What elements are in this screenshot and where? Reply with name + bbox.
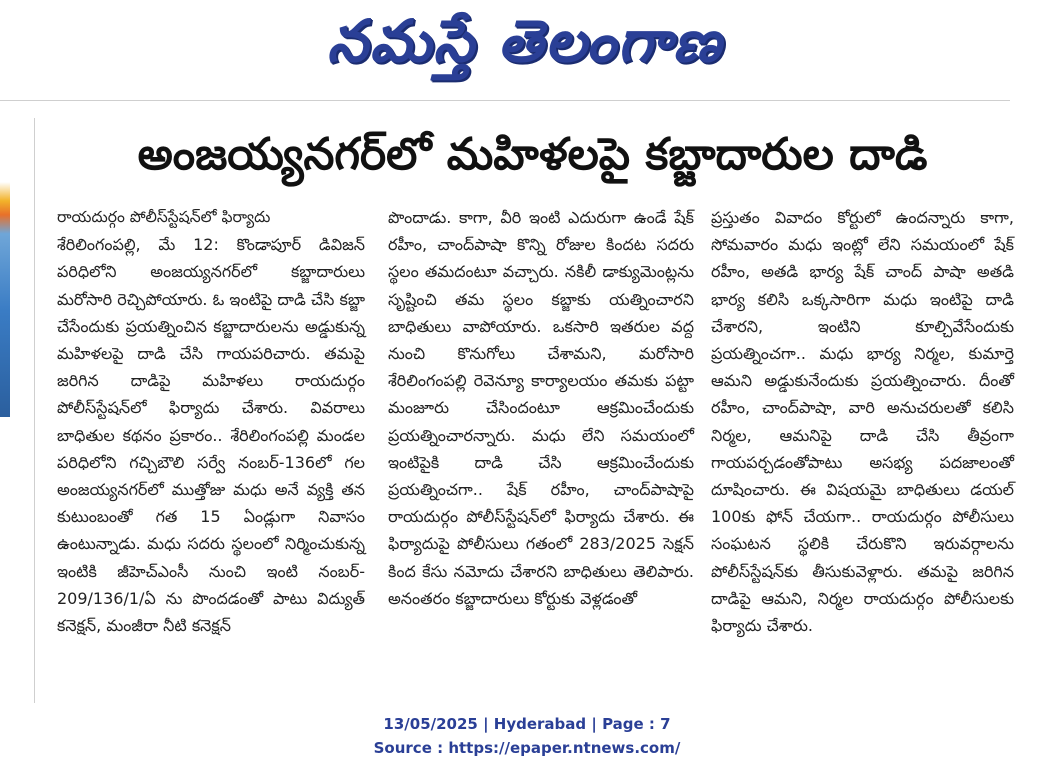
article-column-2-text: పొందాడు. కాగా, వీరి ఇంటి ఎదురుగా ఉండే షేక్ రహీం, చాంద్‌పాషా కొన్ని రోజుల కిందట సదరు స్థలం తమదంటూ వచ్చారు. నకిలీ డాక్యుమెంట్లను సృష్టించి తమ స్థలం కబ్జాకు యత్నించారని బాధితులు వాపోయారు. ఒకసారి ఇతరుల వద్ద నుంచి కొనుగోలు చేశామని, మరోసారి శేరిలింగంపల్లి రెవెన్యూ కార్యాలయం తమకు పట్టా మంజూరు చేసిందంటూ ఆక్రమించేందుకు ప్రయత్నించారన్నారు. మధు లేని సమయంలో ఇంటిపైకి దాడి చేసి ఆక్రమించేందుకు ప్రయత్నించగా.. షేక్ రహీం, చాంద్‌పాషాపై రాయదుర్గం పోలీస్‌స్టేషన్‌లో ఫిర్యాదు చేశారు. ఈ ఫిర్యాదుపై పోలీసులు గతంలో 283/2025 సెక్షన్ కింద కేసు నమోదు చేశారని బాధితులు తెలిపారు. అనంతరం కబ్జాదారులు కోర్టుకు వెళ్లడంతో bbox=[388, 208, 694, 608]
article-subhead: రాయదుర్గం పోలీస్‌స్టేషన్‌లో ఫిర్యాదు bbox=[57, 208, 271, 226]
article-column-1 bbox=[57, 204, 365, 639]
newspaper-logo: నమస్తే తెలంగాణ bbox=[327, 7, 723, 75]
page-footer bbox=[0, 712, 1054, 760]
adjacent-photo-fragment bbox=[0, 182, 10, 417]
edition-info: 13/05/2025 | Hyderabad | Page : 7 bbox=[383, 715, 671, 733]
article-column-3 bbox=[711, 204, 1014, 639]
adjacent-article-edge bbox=[0, 102, 10, 702]
article-headline: అంజయ్యనగర్‌లో మహిళలపై కబ్జాదారుల దాడి bbox=[137, 129, 928, 180]
article-column-1-text: శేరిలింగంపల్లి, మే 12: కొండాపూర్ డివిజన్ పరిధిలోని అంజయ్యనగర్‌లో కబ్జాదారులు మరోసారి రెచ్చిపోయారు. ఓ ఇంటిపై దాడి చేసి కబ్జా చేసేందుకు ప్రయత్నించిన కబ్జాదారులను అడ్డుకున్న మహిళలపై దాడి చేసి గాయపరిచారు. తమపై జరిగిన దాడిపై మహిళలు రాయదుర్గం పోలీస్‌స్టేషన్‌లో ఫిర్యాదు చేశారు. వివరాలు బాధితుల కథనం ప్రకారం.. శేరిలింగంపల్లి మండల పరిధిలోని గచ్చిబౌలి సర్వే నంబర్-136లో గల అంజయ్యనగర్‌లో ముత్తోజు మధు అనే వ్యక్తి తన కుటుంబంతో గత 15 ఏండ్లుగా నివాసం ఉంటున్నాడు. మధు సదరు స్థలంలో నిర్మించుకున్న ఇంటికి జీహెచ్‌ఎంసీ నుంచి ఇంటి నంబర్- 209/136/1/ఏ ను పొందడంతో పాటు విద్యుత్ కనెక్షన్, మంజీరా నీటి కనెక్షన్ bbox=[57, 235, 365, 636]
masthead bbox=[0, 0, 1054, 92]
article-column-2 bbox=[388, 204, 694, 612]
column-divider bbox=[34, 118, 35, 703]
masthead-divider bbox=[0, 100, 1010, 101]
source-link[interactable]: Source : https://epaper.ntnews.com/ bbox=[373, 739, 681, 757]
article-column-3-text: ప్రస్తుతం వివాదం కోర్టులో ఉందన్నారు కాగా, సోమవారం మధు ఇంట్లో లేని సమయంలో షేక్ రహీం, అతడి భార్య షేక్ చాంద్ పాషా అతడి భార్య కలిసి ఒక్కసారిగా మధు ఇంటిపై దాడి చేశారని, ఇంటిని కూల్చివేసేందుకు ప్రయత్నించగా.. మధు భార్య నిర్మల, కుమార్తె ఆమని అడ్డుకునేందుకు ప్రయత్నించారు. దీంతో రహీం, చాంద్‌పాషా, వారి అనుచరులతో కలిసి నిర్మల, ఆమనిపై దాడి చేసి తీవ్రంగా గాయపర్చడంతోపాటు అసభ్య పదజాలంతో దూషించారు. ఈ విషయమై బాధితులు డయల్ 100కు ఫోన్ చేయగా.. రాయదుర్గం పోలీసులు సంఘటన స్థలికి చేరుకొని ఇరువర్గాలను పోలీస్‌స్టేషన్‌కు తీసుకువెళ్లారు. తమపై జరిగిన దాడిపై ఆమని, నిర్మల రాయదుర్గం పోలీసులకు ఫిర్యాదు చేశారు. bbox=[711, 208, 1014, 636]
